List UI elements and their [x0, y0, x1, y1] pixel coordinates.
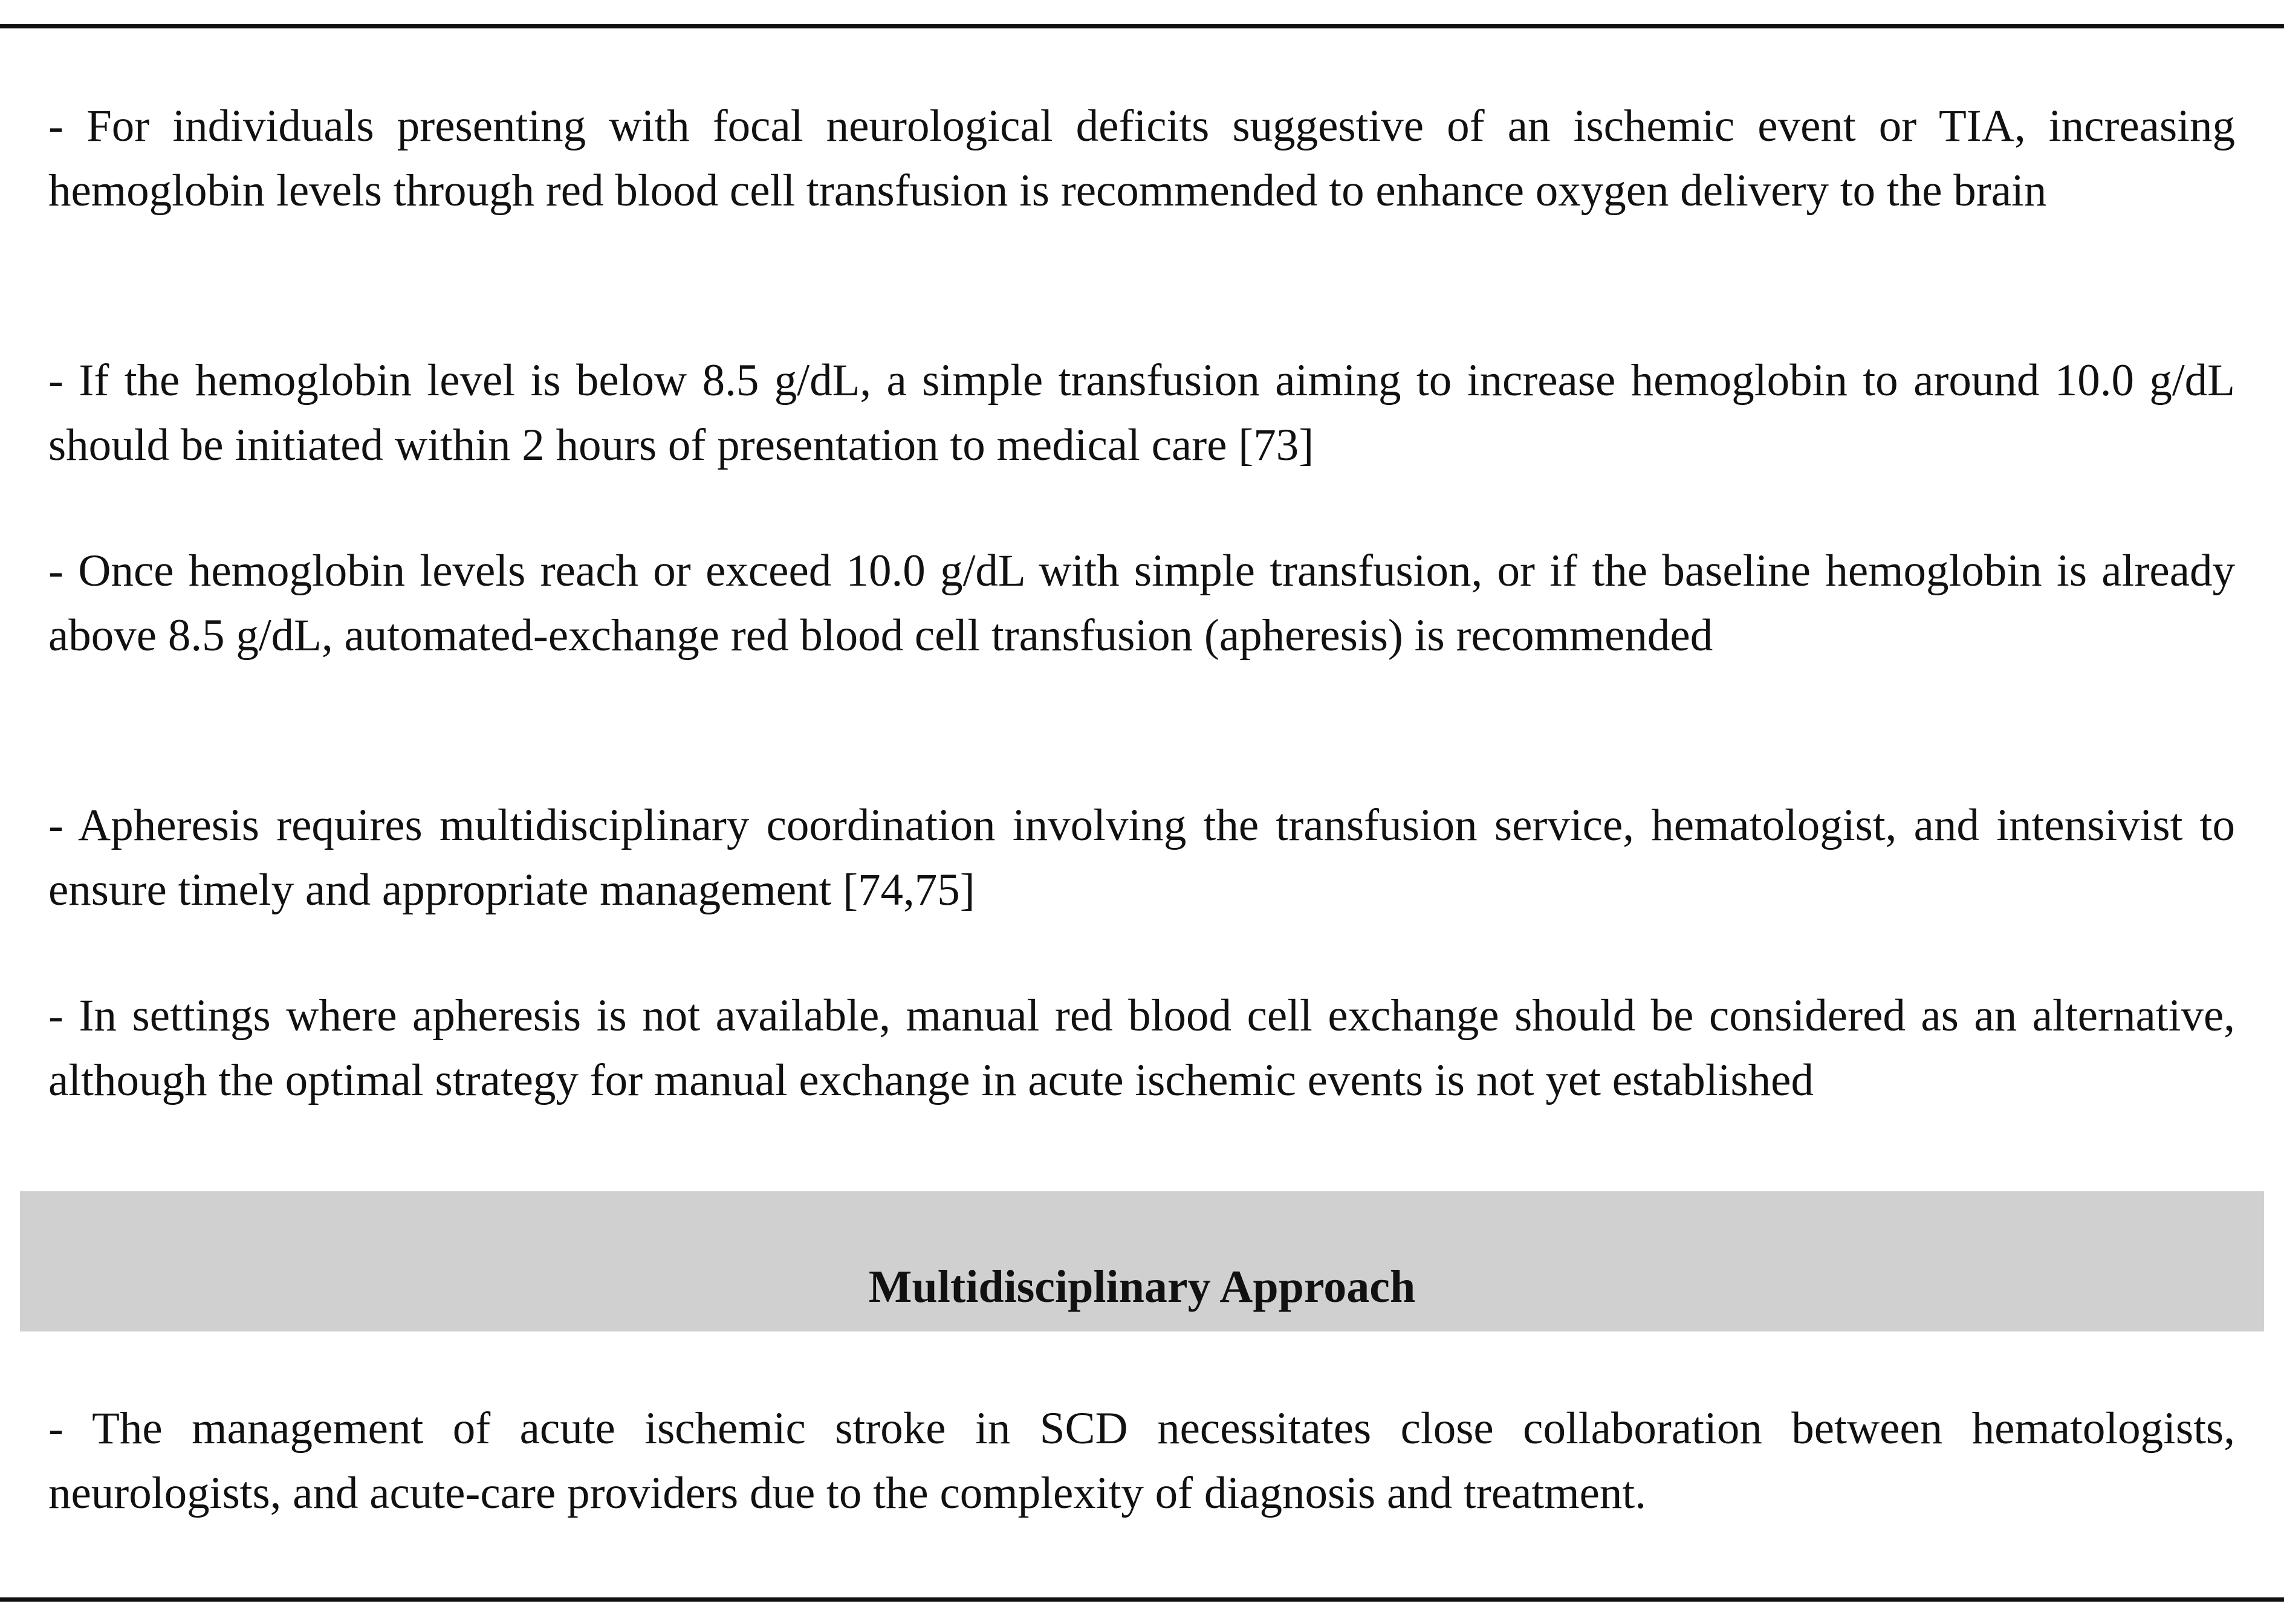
- recommendation-apheresis-coordination: - Apheresis requires multidisciplinary coordination involving the transfusion service, hematologist, and intensivist to ensure timely and appropriate management [74,75]: [48, 800, 2235, 915]
- section-header-band: [20, 1191, 2264, 1331]
- recommendation-transfusion-focal-deficits: - For individuals presenting with focal neurological deficits suggestive of an ischemic event or TIA, increasing hemoglobin levels through red blood cell transfusion is recommended to enhance oxygen delivery to the brain: [48, 101, 2235, 216]
- table-bottom-rule: [0, 1597, 2284, 1602]
- recommendation-simple-transfusion: - If the hemoglobin level is below 8.5 g/dL, a simple transfusion aiming to increase hemoglobin to around 10.0 g/dL should be initiated within 2 hours of presentation to medical care [73]: [48, 355, 2235, 470]
- section-title: Multidisciplinary Approach: [868, 1261, 1416, 1312]
- table-top-rule: [0, 24, 2284, 28]
- recommendation-automated-exchange: - Once hemoglobin levels reach or exceed 10.0 g/dL with simple transfusion, or if the baseline hemoglobin is already above 8.5 g/dL, automated-exchange red blood cell transfusion (apheresis) is recommended: [48, 546, 2235, 661]
- recommendation-manual-exchange: - In settings where apheresis is not available, manual red blood cell exchange should be considered as an alternative, although the optimal strategy for manual exchange in acute ischemic events is not yet established: [48, 991, 2235, 1105]
- recommendation-multidisciplinary-collaboration: - The management of acute ischemic stroke in SCD necessitates close collaboration between hematologists, neurologists, and acute-care providers due to the complexity of diagnosis and treatment.: [48, 1403, 2235, 1518]
